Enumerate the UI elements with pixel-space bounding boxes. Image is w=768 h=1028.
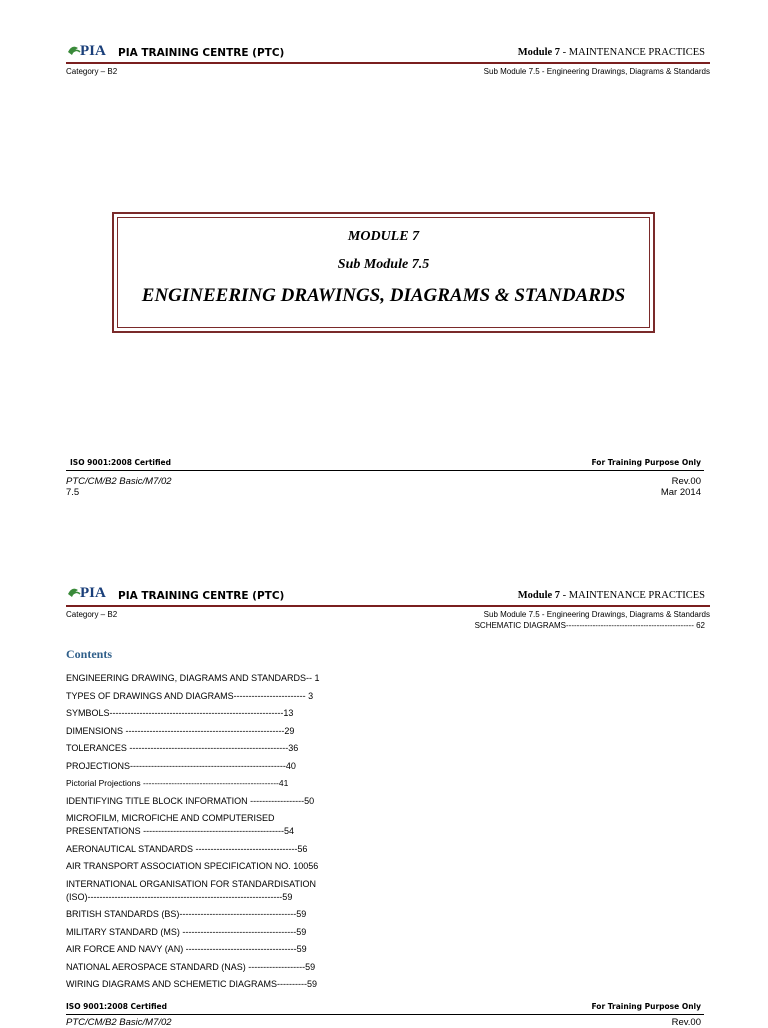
doc-ref: PTC/CM/B2 Basic/M7/02: [66, 476, 172, 487]
header-rule: [66, 62, 710, 64]
toc-item[interactable]: TOLERANCES -----------------------------------------------------36: [66, 743, 299, 753]
module-heading: Module 7 - MAINTENANCE PRACTICES: [517, 590, 705, 601]
iso-cert: ISO 9001:2008 Certified: [66, 1002, 167, 1011]
training-purpose: For Training Purpose Only: [591, 458, 701, 467]
toc-item[interactable]: BRITISH STANDARDS (BS)---------------------------------------59: [66, 909, 307, 919]
toc-item[interactable]: AIR FORCE AND NAVY (AN) -------------------------------------59: [66, 944, 307, 954]
doc-ref-section: 7.5: [66, 487, 80, 498]
toc-item[interactable]: ENGINEERING DRAWING, DIAGRAMS AND STANDARDS-- 1: [66, 673, 320, 683]
module-heading: Module 7 - MAINTENANCE PRACTICES: [517, 47, 705, 58]
revision: Rev.00: [671, 1017, 701, 1028]
toc-item[interactable]: NATIONAL AEROSPACE STANDARD (NAS) -------------------59: [66, 961, 316, 972]
pia-logo-icon: [66, 40, 114, 60]
toc-item[interactable]: MILITARY STANDARD (MS) --------------------------------------59: [66, 926, 307, 937]
footer-rule: [66, 470, 704, 471]
table-of-contents: [66, 672, 351, 996]
training-purpose: For Training Purpose Only: [591, 1002, 701, 1011]
contents-heading: Contents: [66, 647, 113, 661]
title-box: [112, 212, 655, 333]
svg-text:PIA: PIA: [80, 43, 106, 59]
toc-item[interactable]: IDENTIFYING TITLE BLOCK INFORMATION ------------------50: [66, 795, 315, 806]
toc-item[interactable]: PROJECTIONS----------------------------------------------------40: [66, 760, 296, 771]
toc-item[interactable]: INTERNATIONAL ORGANISATION FOR STANDARDISATION: [66, 878, 317, 889]
submodule-label: Sub Module 7.5 - Engineering Drawings, Diagrams & Standards: [483, 610, 710, 619]
toc-item[interactable]: WIRING DIAGRAMS AND SCHEMETIC DIAGRAMS----------59: [66, 979, 317, 989]
toc-item[interactable]: Pictorial Projections ------------------------------------------------41: [66, 778, 289, 788]
revision: Rev.00: [671, 476, 701, 487]
header-rule: [66, 605, 710, 607]
doc-ref: PTC/CM/B2 Basic/M7/02: [66, 1017, 172, 1028]
toc-item[interactable]: AERONAUTICAL STANDARDS ----------------------------------56: [66, 843, 308, 854]
date: Mar 2014: [660, 487, 701, 498]
org-name: PIA TRAINING CENTRE (PTC): [118, 590, 285, 602]
toc-overflow-entry: SCHEMATIC DIAGRAMS------------------------------------------------ 62: [474, 621, 705, 630]
toc-item[interactable]: AIR TRANSPORT ASSOCIATION SPECIFICATION NO. 10056: [66, 861, 319, 871]
category-label: Category – B2: [66, 67, 118, 76]
toc-item[interactable]: (ISO)-----------------------------------------------------------------59: [66, 891, 293, 902]
svg-text:PIA: PIA: [80, 585, 106, 601]
org-name: PIA TRAINING CENTRE (PTC): [118, 47, 285, 59]
toc-item[interactable]: MICROFILM, MICROFICHE AND COMPUTERISED: [66, 813, 275, 823]
toc-item[interactable]: DIMENSIONS -----------------------------------------------------29: [66, 725, 295, 736]
iso-cert: ISO 9001:2008 Certified: [70, 458, 171, 467]
submodule-title: Sub Module 7.5: [337, 257, 430, 272]
module-title: MODULE 7: [347, 229, 420, 244]
submodule-label: Sub Module 7.5 - Engineering Drawings, Diagrams & Standards: [483, 67, 710, 76]
pia-logo-icon: [66, 582, 114, 602]
toc-item[interactable]: PRESENTATIONS -----------------------------------------------54: [66, 826, 295, 836]
footer-rule: [66, 1014, 704, 1015]
category-label: Category – B2: [66, 610, 118, 619]
toc-item[interactable]: SYMBOLS----------------------------------------------------------13: [66, 708, 294, 718]
toc-item[interactable]: TYPES OF DRAWINGS AND DIAGRAMS------------------------ 3: [66, 690, 314, 701]
main-title: ENGINEERING DRAWINGS, DIAGRAMS & STANDARDS: [141, 285, 626, 306]
